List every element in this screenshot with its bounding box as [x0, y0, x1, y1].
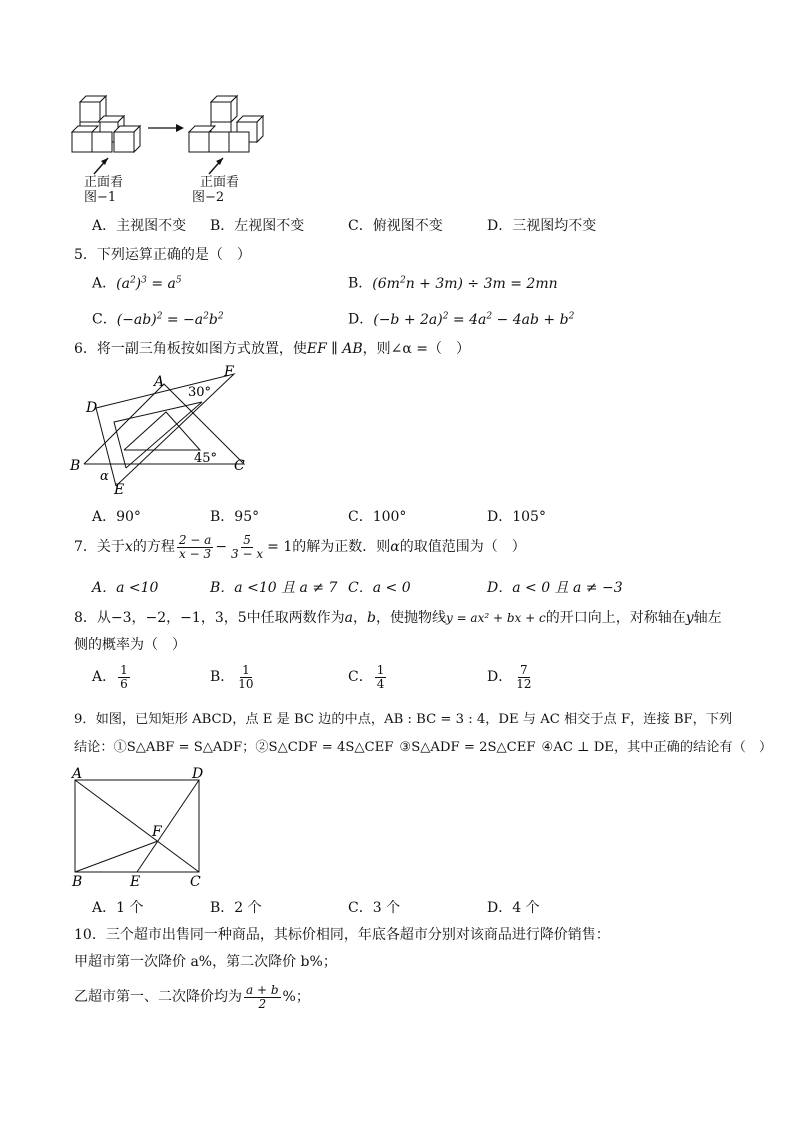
q8-option-b-num: 1	[242, 663, 250, 677]
q6-stem-ef: EF	[306, 341, 327, 357]
q5-option-d: D．$(-b + 2a)^2 = 4a^2 - 4ab + b^2$	[348, 311, 575, 328]
q9-label-d: D	[192, 766, 204, 782]
q5-option-d-label: D．	[348, 311, 374, 328]
q10-line-yi-prefix: 乙超市第一、二次降价均为	[74, 989, 242, 1006]
q8-stem-line-2: 侧的概率为（ ）	[74, 637, 186, 653]
q4-option-b: B．左视图不变	[210, 218, 305, 234]
q8-option-b	[210, 664, 258, 690]
q7-stem-a: α	[390, 539, 400, 556]
q9-option-d: D．4 个	[487, 900, 540, 916]
q5-option-a-label: A．	[92, 275, 117, 292]
q6-label-c: C	[234, 458, 245, 474]
q8-option-d-den: 12	[516, 676, 532, 691]
q7-stem-suffix2: 的取值范围为（ ）	[399, 539, 526, 556]
q6-option-d: D．105°	[487, 509, 546, 525]
q7-option-d: D．a < 0 且 a ≠ −3	[487, 580, 623, 596]
q7-option-a: A．a <10	[92, 580, 159, 596]
q9-option-b: B．2 个	[210, 900, 262, 916]
q9-stem-prefix: 结论：	[74, 740, 114, 755]
q5-option-c-label: C．	[92, 311, 117, 328]
q8-option-d-frac	[514, 664, 533, 690]
q7-option-c: C．a < 0	[348, 580, 411, 596]
q9-conclusion-2: ②S△CDF = 4S△CEF	[255, 740, 394, 755]
q10-frac-den: 2	[258, 996, 267, 1011]
q7-frac2-num: 5	[243, 533, 251, 547]
q8-option-b-frac	[236, 664, 255, 690]
q6-stem-prefix: 6．将一副三角板按如图方式放置，使	[74, 341, 307, 357]
q7-frac2-den: 3 − x	[231, 546, 264, 561]
q9-label-e: E	[130, 874, 141, 890]
q9-label-f: F	[152, 824, 162, 840]
q7-fraction-2	[229, 534, 265, 560]
q8-stem-end: 轴左	[693, 610, 722, 626]
q8-option-c	[348, 664, 388, 690]
q8-stem-suffix: 的开口向上，对称轴在	[545, 610, 686, 626]
q6-label-d: D	[86, 400, 98, 416]
q7-stem-mid: 的方程	[132, 539, 175, 556]
q8-stem-parabola: y = ax² + bx + c	[445, 611, 546, 625]
q9-stem-line-1: 9．如图，已知矩形 ABCD，点 E 是 BC 边的中点，AB : BC = 3 : 4，DE 与 AC 相交于点 F，连接 BF，下列	[74, 712, 733, 727]
q6-label-30: 30°	[188, 385, 212, 400]
q6-label-45: 45°	[194, 451, 218, 466]
q6-label-alpha: α	[100, 469, 109, 484]
q4-option-d: D．三视图均不变	[487, 218, 597, 234]
q6-option-a: A．90°	[92, 509, 141, 525]
q8-stem-a: a	[344, 610, 353, 626]
q9-label-c: C	[190, 874, 201, 890]
q5-option-c: C．$(-ab)^2 = -a^2b^2$	[92, 311, 224, 328]
q4-fig1-caption-2: 图−1	[84, 190, 117, 205]
q8-stem-comma: ，	[353, 610, 367, 626]
q8-option-a	[92, 664, 132, 690]
q6-option-b: B．95°	[210, 509, 260, 525]
q7-stem: 7．关于x的方程 $\frac{2 - a}{x - 3}$ − $\frac{5}{3 - x}$ = 1的解为正数．则α的取值范围为（ ）	[74, 533, 526, 561]
q8-option-a-frac	[118, 664, 130, 690]
q8-stem-b: b	[367, 610, 376, 626]
q4-fig1-caption-1: 正面看	[84, 175, 124, 190]
q6-label-b: B	[70, 458, 81, 474]
q8-option-d-num: 7	[520, 663, 528, 677]
q7-stem-suffix1: 的解为正数．则	[292, 539, 391, 556]
q8-stem-mid: ，使抛物线	[375, 610, 446, 626]
q9-stem-suffix: ，其中正确的结论有（ ）	[613, 740, 773, 755]
q8-option-b-den: 10	[238, 676, 254, 691]
q7-stem-prefix: 7．关于	[74, 539, 125, 556]
q6-label-a: A	[154, 374, 165, 390]
q6-stem-parallel: ∥	[326, 341, 343, 357]
q8-option-c-label: C．	[348, 669, 373, 686]
q5-option-a: A．$(a^2)^3 = a^5$	[92, 275, 182, 292]
q6-label-f: F	[224, 364, 234, 380]
q8-option-d-label: D．	[487, 669, 513, 686]
q5-option-b-label: B．	[348, 275, 373, 292]
q9-option-c: C．3 个	[348, 900, 401, 916]
q7-fraction-1	[177, 534, 213, 560]
q8-option-c-den: 4	[376, 676, 385, 691]
q7-stem-eq: = 1	[267, 539, 293, 556]
q9-label-b: B	[72, 874, 83, 890]
q10-stem: 10．三个超市出售同一种商品，其标价相同，年底各超市分别对该商品进行降价销售：	[74, 927, 610, 943]
q4-fig2-caption-2: 图−2	[192, 190, 225, 205]
q8-option-c-frac	[375, 664, 387, 690]
q9-conclusion-3: ③S△ADF = 2S△CEF	[399, 740, 536, 755]
q9-stem-line-2	[74, 741, 772, 754]
q8-option-d	[487, 664, 536, 690]
q8-stem-line-1	[74, 611, 722, 625]
q5-stem: 5．下列运算正确的是（ ）	[74, 247, 251, 263]
q9-rectangle-figure	[66, 766, 216, 890]
q7-frac1-den: x − 3	[179, 546, 212, 561]
q6-triangle-figure	[66, 362, 256, 498]
q10-fraction	[244, 984, 281, 1010]
q8-option-b-label: B．	[210, 669, 235, 686]
q7-stem-x: x	[124, 539, 133, 556]
q6-stem-ab: AB	[342, 341, 363, 357]
q9-conclusion-4: ④AC ⊥ DE	[541, 740, 614, 755]
q4-option-c: C．俯视图不变	[348, 218, 443, 234]
q6-stem	[74, 342, 470, 356]
q10-frac-num: a + b	[246, 983, 279, 997]
q8-option-a-den: 6	[120, 676, 128, 691]
q9-conclusion-1: ①S△ABF = S△ADF；	[113, 740, 256, 755]
q8-option-c-num: 1	[376, 663, 385, 677]
q10-line-yi-suffix: %；	[282, 989, 310, 1006]
q6-stem-suffix: ，则∠α =（ ）	[362, 341, 470, 357]
q4-option-a: A．主视图不变	[92, 218, 187, 234]
transform-arrow	[148, 122, 184, 134]
q6-option-c: C．100°	[348, 509, 407, 525]
q10-line-yi	[74, 984, 310, 1010]
q7-frac1-num: 2 − a	[178, 533, 212, 547]
q6-label-e: E	[114, 482, 125, 498]
q8-stem-y: y	[685, 610, 694, 626]
q9-label-a: A	[72, 766, 83, 782]
q8-stem-prefix: 8．从−3，−2，−1，3，5中任取两数作为	[74, 610, 345, 626]
q5-option-b: B．$(6m^2n + 3m) \div 3m = 2mn$	[348, 275, 558, 292]
q10-line-jia: 甲超市第一次降价 a%，第二次降价 b%；	[74, 954, 337, 970]
q8-option-a-num: 1	[120, 663, 128, 677]
q9-option-a: A．1 个	[92, 900, 144, 916]
q4-fig2-caption-1: 正面看	[200, 175, 240, 190]
q8-option-a-label: A．	[92, 669, 117, 686]
q7-option-b: B．a <10 且 a ≠ 7	[210, 580, 338, 596]
